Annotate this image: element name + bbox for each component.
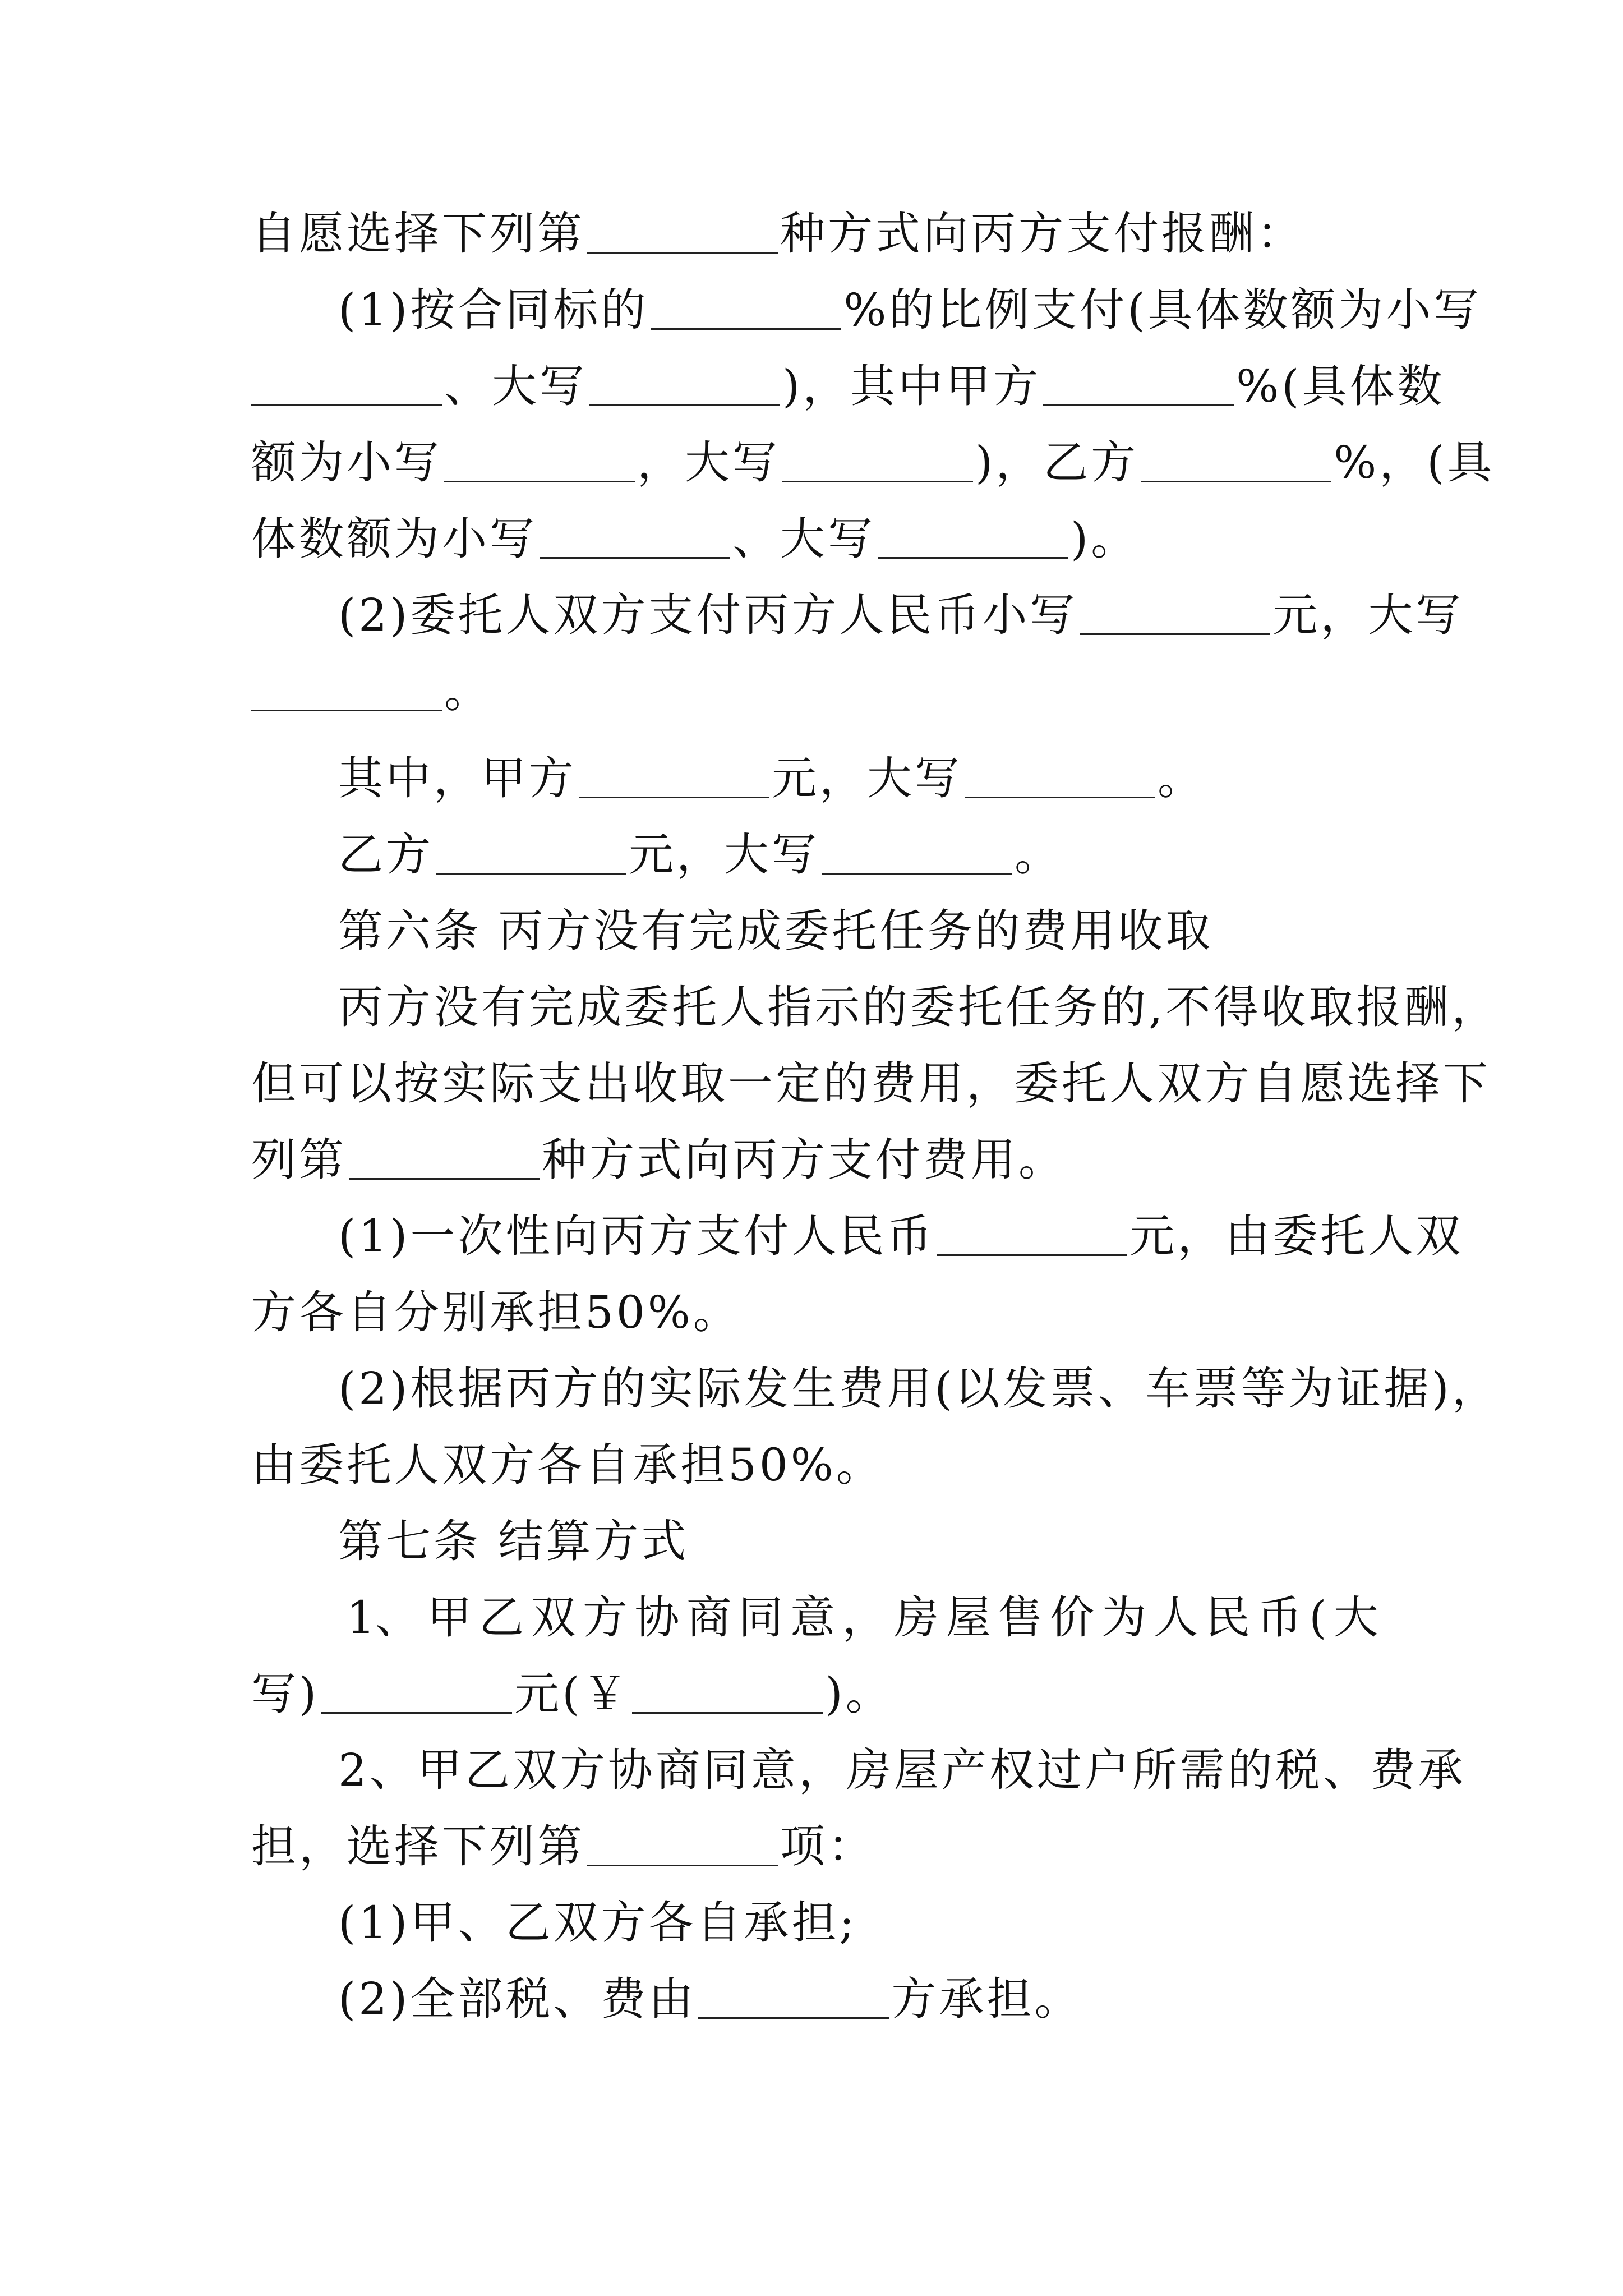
text-line: 其中，甲方 元，大写 。 [338,752,1205,804]
text-line: 但可以按实际支出收取一定的费用，委托人双方自愿选择下 [251,1057,1491,1110]
text-line: 由委托人双方各自承担50%。 [251,1439,884,1491]
fill-blank[interactable] [251,364,442,406]
text-line: 方各自分别承担50%。 [251,1286,741,1338]
fill-blank[interactable] [1080,593,1270,635]
fill-blank[interactable] [540,517,730,559]
text-line: 乙方 元，大写 。 [338,829,1062,881]
text-line: 写) 元(￥ )。 [251,1668,893,1720]
fill-blank[interactable] [878,517,1068,559]
text-line: (2)全部税、费由 方承担。 [338,1973,1082,2025]
fill-blank[interactable] [782,440,973,482]
section-heading: 第七条 结算方式 [338,1515,689,1567]
fill-blank[interactable] [349,1138,540,1180]
fill-blank[interactable] [436,832,626,875]
text-line: 丙方没有完成委托人指示的委托任务的,不得收取报酬， [338,981,1500,1033]
text-line: (2)委托人双方支付丙方人民币小写 元，大写 [338,589,1464,641]
fill-blank[interactable] [937,1214,1127,1256]
text-line: (2)根据丙方的实际发生费用(以发票、车票等为证据)， [338,1363,1500,1415]
text-line: (1)一次性向丙方支付人民币 元，由委托人双 [338,1210,1464,1262]
text-line: 2、甲乙双方协商同意，房屋产权过户所需的税、费承 [338,1744,1466,1796]
fill-blank[interactable] [251,669,442,711]
text-line: (1)甲、乙双方各自承担; [338,1897,857,1949]
text-line: 列第 种方式向丙方支付费用。 [251,1134,1066,1186]
fill-blank[interactable] [1043,364,1234,406]
fill-blank[interactable] [822,832,1012,875]
fill-blank[interactable] [444,440,635,482]
section-heading: 第六条 丙方没有完成委托任务的费用收取 [338,905,1214,957]
fill-blank[interactable] [587,1824,778,1866]
fill-blank[interactable] [632,1672,823,1714]
text-line: 担，选择下列第 项： [251,1820,875,1872]
text-line: (1)按合同标的 %的比例支付(具体数额为小写 [338,284,1482,336]
fill-blank[interactable] [579,756,769,798]
text-line: 。 [251,661,1378,723]
fill-blank[interactable] [589,364,780,406]
fill-blank[interactable] [321,1672,512,1714]
fill-blank[interactable] [587,211,778,254]
text-line: 1、 甲 乙 双 方 协 商 同 意 ， 房 屋 售 价 为 人 民 币 ( 大 [347,1591,1378,1644]
fill-blank[interactable] [965,756,1155,798]
text-line: 自愿选择下列第 种方式向丙方支付报酬： [251,208,1304,260]
text-line: 、大写 )，其中甲方 %(具体数 [251,356,1378,417]
fill-blank[interactable] [698,1977,889,2019]
text-line: 体数额为小写 、大写 )。 [251,513,1139,565]
fill-blank[interactable] [651,288,841,330]
fill-blank[interactable] [1141,440,1331,482]
text-line: 额为小写 ，大写 )，乙方 %，(具 [251,436,1495,489]
